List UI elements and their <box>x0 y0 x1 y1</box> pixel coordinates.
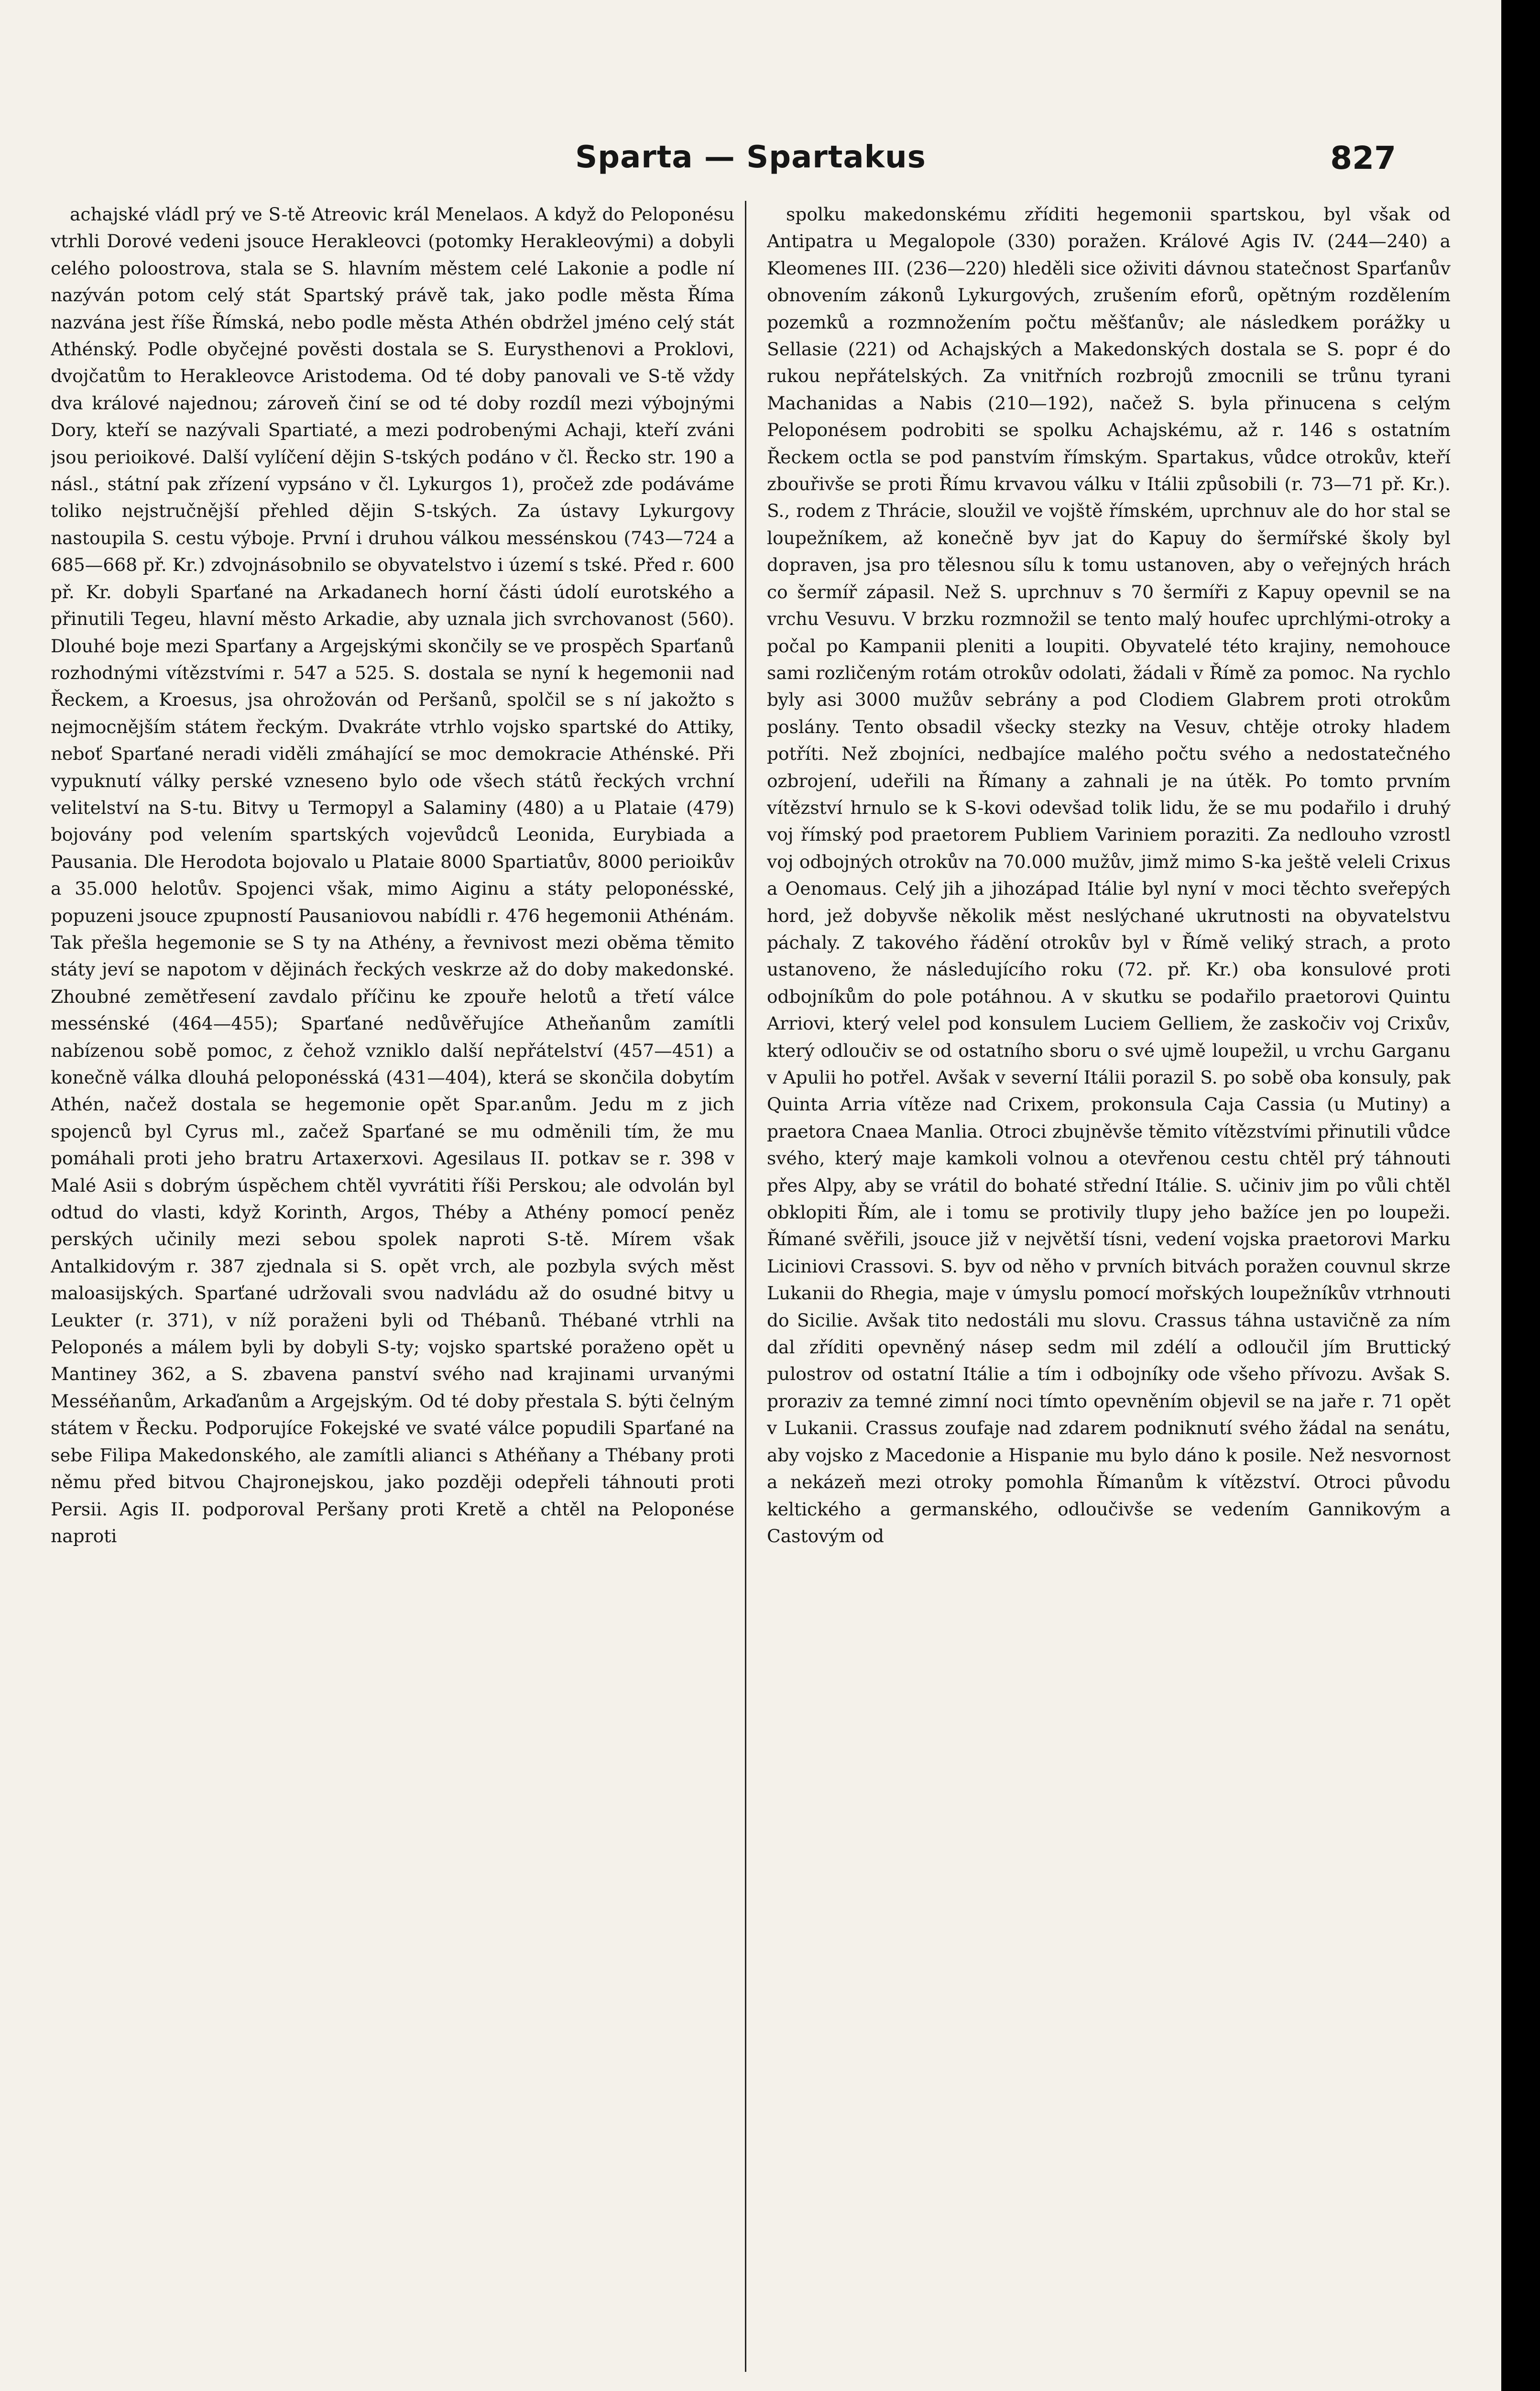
running-title: Sparta — Spartakus <box>575 140 926 175</box>
page-header <box>0 129 1501 182</box>
left-column-text: achajské vládl prý ve S-tě Atreovic král Menelaos. A když do Peloponésu vtrhli Dorové vedeni jsouce Herakleovci (potomky Herakleovými) a dobyli celého poloostrova, stala se S. hlavním městem celé Lakonie a podle ní nazýván potom celý stát Spartský právě tak, jako podle města Říma nazvána jest říše Římská, nebo podle města Athén obdržel jméno celý stát Athénský. Podle obyčejné pověsti dostala se S. Eurysthenovi a Proklovi, dvojčatům to Herakleovce Aristodema. Od té doby panovali ve S-tě vždy dva králové najednou; zároveň činí se od té doby rozdíl mezi výbojnými Dory, kteří se nazývali Spartiaté, a mezi podrobenými Achaji, kteří zváni jsou perioikové. Další vylíčení dějin S-tských podáno v čl. Řecko str. 190 a násl., státní pak zřízení vypsáno v čl. Lykurgos 1), pročež zde podáváme toliko nejstručnější přehled dějin S-tských. Za ústavy Lykurgovy nastoupila S. cestu výboje. První i druhou válkou messénskou (743—724 a 685—668 př. Kr.) zdvojnásobnilo se obyvatelstvo i území s tské. Před r. 600 př. Kr. dobyli Sparťané na Arkadanech horní části údolí eurotského a přinutili Tegeu, hlavní město Arkadie, aby uznala jich svrchovanost (560). Dlouhé boje mezi Sparťany a Argejskými skončily se ve prospěch Sparťanů rozhodnými vítězstvími r. 547 a 525. S. dostala se nyní k hegemonii nad Řeckem, a Kroesus, jsa ohrožován od Peršanů, spolčil se s ní jakožto s nejmocnějším státem řeckým. Dvakráte vtrhlo vojsko spartské do Attiky, neboť Sparťané neradi viděli zmáhající se moc demokracie Athénské. Při vypuknutí války perské vzneseno bylo ode všech států řeckých vrchní velitelství na S-tu. Bitvy u Termopyl a Salaminy (480) a u Plataie (479) bojovány pod velením spartských vojevůdců Leonida, Eurybiada a Pausania. Dle Herodota bojovalo u Plataie 8000 Spartiatův, 8000 perioikův a 35.000 helotův. Spojenci však, mimo Aiginu a státy peloponésské, popuzeni jsouce zpupností Pausaniovou nabídli r. 476 hegemonii Athénám. Tak přešla hegemonie se S ty na Athény, a řevnivost mezi oběma těmito státy jeví se napotom v dějinách řeckých veskrze až do doby makedonské. Zhoubné zemětřesení zavdalo příčinu ke zpouře helotů a třetí válce messénské (464—455); Sparťané nedůvěřujíce Atheňanům zamítli nabízenou sobě pomoc, z čehož vzniklo další nepřátelství (457—451) a konečně válka dlouhá peloponésská (431—404), která se skončila dobytím Athén, načež dostala se hegemonie opět Spar.anům. Jedu m z jich spojenců byl Cyrus ml., začež Sparťané se mu odměnili tím, že mu pomáhali proti jeho bratru Artaxerxovi. Agesilaus II. potkav se r. 398 v Malé Asii s dobrým úspěchem chtěl vyvrátiti říši Perskou; ale odvolán byl odtud do vlasti, když Korinth, Argos, Théby a Athény pomocí peněz perských učinily mezi sebou spolek naproti S-tě. Mírem však Antalkidovým r. 387 zjednala si S. opět vrch, ale pozbyla svých měst maloasijských. Sparťané udržovali svou nadvládu až do osudné bitvy u Leukter (r. 371), v níž poraženi byli od Thébanů. Thébané vtrhli na Peloponés a málem byli by dobyli S-ty; vojsko spartské poraženo opět u Mantiney 362, a S. zbavena panství svého nad krajinami urvanými Messéňanům, Arkaďanům a Argejským. Od té doby přestala S. býti čelným státem v Řecku. Podporujíce Fokejské ve svaté válce popudili Sparťané na sebe Filipa Makedonského, ale zamítli alianci s Athéňany a Thébany proti němu před bitvou Chajronejskou, jako později odepřeli táhnouti proti Persii. Agis II. podporoval Peršany proti Kretě a chtěl na Peloponése naproti <box>51 204 734 1546</box>
left-column <box>51 201 734 2391</box>
page-number: 827 <box>1330 140 1396 176</box>
right-column-text: spolku makedonskému zříditi hegemonii spartskou, byl však od Antipatra u Megalopole (330) poražen. Králové Agis IV. (244—240) a Kleomenes III. (236—220) hleděli sice oživiti dávnou statečnost Sparťanův obnovením zákonů Lykurgových, zrušením eforů, opětným rozdělením pozemků a rozmnožením počtu měšťanův; ale následkem porážky u Sellasie (221) od Achajských a Makedonských dostala se S. popr é do rukou nepřátelských. Za vnitřních rozbrojů zmocnili se trůnu tyrani Machanidas a Nabis (210—192), načež S. byla přinucena s celým Peloponésem podrobiti se spolku Achajskému, až r. 146 s ostatním Řeckem octla se pod panstvím římským. Spartakus, vůdce otrokův, kteří zbouřivše se proti Římu krvavou válku v Itálii způsobili (r. 73—71 př. Kr.). S., rodem z Thrácie, sloužil ve vojště římském, uprchnuv ale do hor stal se loupežníkem, až konečně byv jat do Kapuy do šermířské školy byl dopraven, jsa pro tělesnou sílu k tomu ustanoven, aby o veřejných hrách co šermíř zápasil. Než S. uprchnuv s 70 šermíři z Kapuy opevnil se na vrchu Vesuvu. V brzku rozmnožil se tento malý houfec uprchlými-otroky a počal po Kampanii pleniti a loupiti. Obyvatelé této krajiny, nemohouce sami rozličeným rotám otrokův odolati, žádali v Římě za pomoc. Na rychlo byly asi 3000 mužův sebrány a pod Clodiem Glabrem proti otrokům poslány. Tento obsadil všecky stezky na Vesuv, chtěje otroky hladem potříti. Než zbojníci, nedbajíce malého počtu svého a nedostatečného ozbrojení, udeřili na Římany a zahnali je na útěk. Po tomto prvním vítězství hrnulo se k S-kovi odevšad tolik lidu, že se mu podařilo i druhý voj římský pod praetorem Publiem Variniem poraziti. Za nedlouho vzrostl voj odbojných otrokův na 70.000 mužův, jimž mimo S-ka ještě veleli Crixus a Oenomaus. Celý jih a jihozápad Itálie byl nyní v moci těchto sveřepých hord, jež dobyvše několik měst neslýchané ukrutnosti na obyvatelstvu páchaly. Z takového řádění otrokův byl v Římě veliký strach, a proto ustanoveno, že následujícího roku (72. př. Kr.) oba konsulové proti odbojníkům do pole potáhnou. A v skutku se podařilo praetorovi Quintu Arriovi, který velel pod konsulem Luciem Gelliem, že zaskočiv voj Crixův, který odloučiv se od ostatního sboru o své ujmě loupežil, u vrchu Garganu v Apulii ho potřel. Avšak v severní Itálii porazil S. po sobě oba konsuly, pak Quinta Arria vítěze nad Crixem, prokonsula Caja Cassia (u Mutiny) a praetora Cnaea Manlia. Otroci zbujněvše těmito vítězstvími přinutili vůdce svého, který maje kamkoli volnou a otevřenou cestu chtěl prý táhnouti přes Alpy, aby se vrátil do bohaté střední Itálie. S. učiniv jim po vůli chtěl obklopiti Řím, ale i tomu se protivily tlupy jeho bažíce jen po loupeži. Římané svěřili, jsouce již v největší tísni, vedení vojska praetorovi Marku Liciniovi Crassovi. S. byv od něho v prvních bitvách poražen couvnul skrze Lukanii do Rhegia, maje v úmyslu pomocí mořských loupežníkův vtrhnouti do Sicilie. Avšak tito nedostáli mu slovu. Crassus táhna ustavičně za ním dal zříditi opevněný násep sedm mil zdélí a odloučil jím Bruttický pulostrov od ostatní Itálie a tím i odbojníky ode všeho přívozu. Avšak S. proraziv za temné zimní noci tímto opevněním objevil se na jaře r. 71 opět v Lukanii. Crassus zoufaje nad zdarem podniknutí svého žádal na senátu, aby vojsko z Macedonie a Hispanie mu bylo dáno k posile. Než nesvornost a nekázeň mezi otroky pomohla Římanům k vítězství. Otroci původu keltického a germanského, odloučivše se vedením Gannikovým a Castovým od <box>767 204 1451 1546</box>
right-column <box>767 201 1451 2391</box>
column-divider <box>745 201 746 2372</box>
